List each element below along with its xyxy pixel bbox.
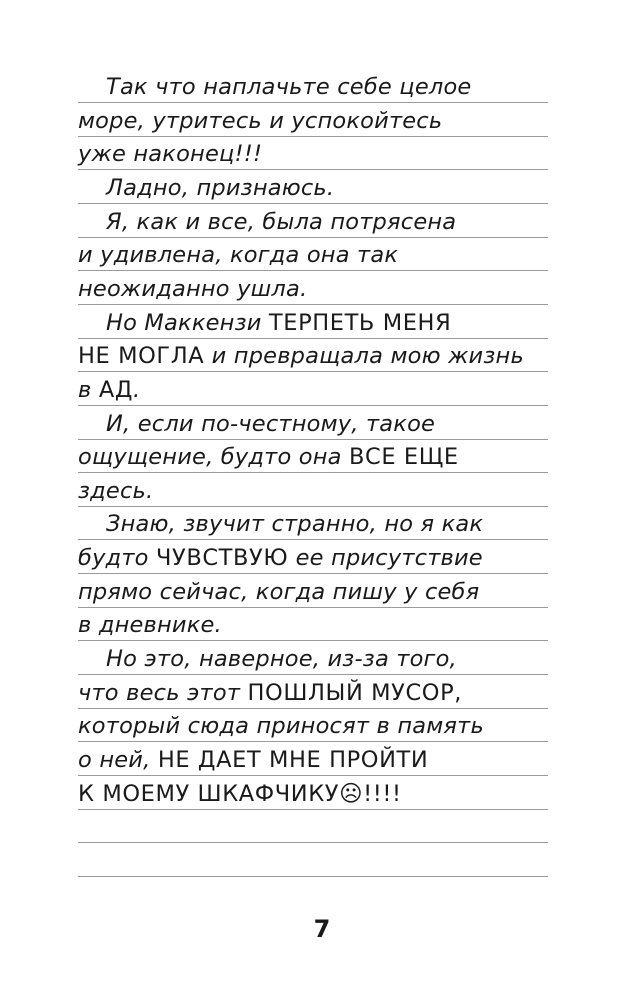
emphasis-text: АД: [98, 376, 133, 403]
text-line: [78, 71, 548, 104]
page-number: 7: [313, 915, 331, 943]
text-line: [78, 374, 548, 407]
emphasis-text: НЕ ДАЕТ МНЕ ПРОЙТИ: [157, 747, 429, 773]
handwritten-text: Но это, наверное, из-за того,: [106, 646, 457, 673]
emphasis-text: ТЕРПЕТЬ МЕНЯ: [268, 309, 452, 336]
handwritten-text: Так что наплачьте себе целое: [106, 74, 472, 100]
handwritten-text: о ней,: [78, 747, 158, 773]
text-line: [78, 172, 548, 205]
text-line: [78, 340, 548, 373]
handwritten-text: ощущение, будто она: [78, 444, 349, 471]
emphasis-text: НЕ МОГЛА: [78, 343, 205, 370]
text-line: [78, 710, 548, 743]
handwritten-text: ее присутствие: [288, 545, 483, 572]
handwritten-text: который сюда приносят в память: [78, 713, 484, 740]
ruled-line: [78, 842, 548, 843]
handwritten-text: в: [78, 376, 99, 403]
handwritten-text: Я, как и все, была потрясена: [106, 208, 457, 235]
text-line: [78, 508, 548, 541]
emphasis-text: ВСЕ ЕЩЕ: [348, 444, 459, 471]
emphasis-text: ПОШЛЫЙ МУСОР,: [247, 679, 463, 706]
ruled-line: [78, 876, 548, 877]
text-line: [78, 677, 548, 710]
handwritten-text: неожиданно ушла.: [78, 275, 308, 302]
handwritten-text: уже наконец!!!: [78, 141, 263, 168]
handwritten-text: И, если по-честному, такое: [106, 410, 436, 437]
handwritten-text: прямо сейчас, когда пишу у себя: [78, 578, 480, 605]
text-line: [78, 206, 548, 239]
handwritten-text: и превращала мою жизнь: [204, 343, 524, 370]
notebook-page: [78, 0, 548, 1000]
text-line: [78, 576, 548, 609]
text-line: [78, 475, 548, 508]
handwritten-text: и удивлена, когда она так: [78, 242, 399, 269]
text-line: [78, 643, 548, 676]
handwritten-text: здесь.: [78, 477, 154, 504]
handwritten-text: что весь этот: [78, 679, 248, 706]
text-line: [78, 609, 548, 642]
handwritten-text: в дневнике.: [78, 612, 222, 639]
handwritten-text: море, утритесь и успокойтесь: [78, 107, 443, 134]
text-line: [78, 408, 548, 441]
handwritten-text: .: [133, 376, 141, 403]
text-line: [78, 239, 548, 272]
handwritten-text: будто: [78, 545, 156, 572]
text-line: [78, 744, 548, 777]
text-line: [78, 138, 548, 171]
handwritten-text: Знаю, звучит странно, но я как: [106, 511, 484, 538]
handwritten-text: Ладно, признаюсь.: [106, 174, 335, 201]
text-line: [78, 778, 548, 811]
handwritten-text: Но Маккензи: [106, 309, 269, 336]
text-line: [78, 105, 548, 138]
text-line: [78, 441, 548, 474]
text-line: [78, 273, 548, 306]
emphasis-text: ЧУВСТВУЮ: [155, 545, 289, 572]
text-line: [78, 542, 548, 575]
text-line: [78, 307, 548, 340]
emphasis-text: К МОЕМУ ШКАФЧИКУ☹!!!!: [78, 780, 402, 807]
